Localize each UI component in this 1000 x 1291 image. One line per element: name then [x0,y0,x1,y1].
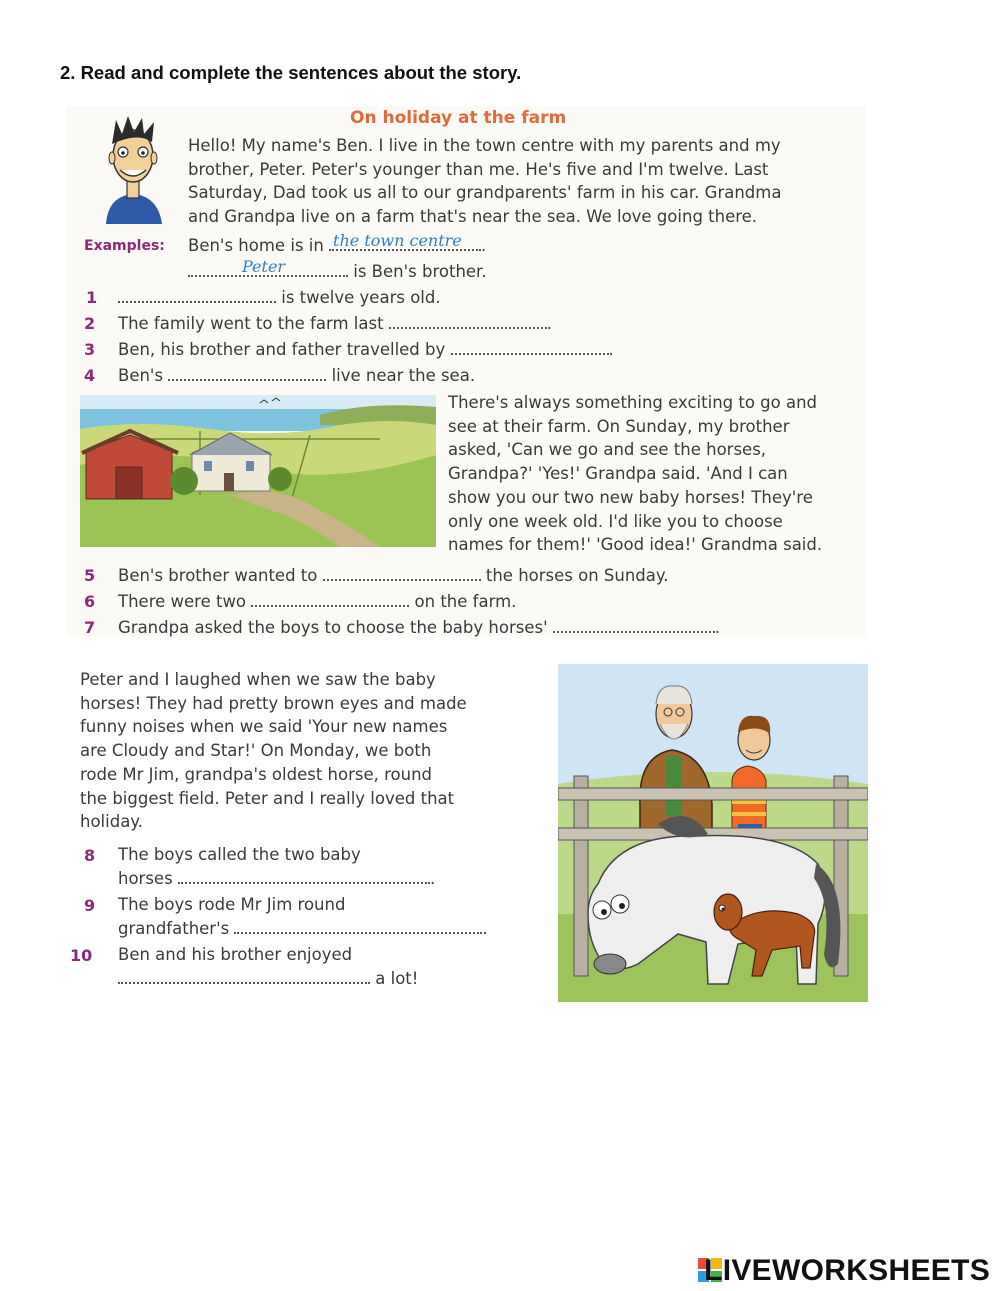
example-2-text: is Ben's brother. [353,262,487,281]
part-2-line: asked, 'Can we go and see the horses, [448,440,767,460]
question-2 [118,312,552,336]
part-3-line: holiday. [80,812,143,832]
answer-8-blank[interactable] [178,868,430,884]
question-9 [118,893,488,940]
question-4-text: Ben's [118,366,164,385]
question-4 [118,364,475,388]
question-9-number: 9 [84,896,96,915]
part-2-line: Grandpa?' 'Yes!' Grandpa said. 'And I can [448,464,788,484]
part-3-line: Peter and I laughed when we saw the baby [80,670,436,689]
answer-3-blank[interactable] [451,339,609,355]
answer-9-blank[interactable] [234,918,482,934]
question-9-text: The boys rode Mr Jim round [118,895,346,914]
intro-line: brother, Peter. Peter's younger than me. He's five and I'm twelve. Last [188,159,769,179]
question-6 [118,590,516,614]
question-5 [118,564,669,588]
answer-1-blank[interactable] [118,287,276,303]
part-2-line: see at their farm. On Sunday, my brother [448,416,790,436]
answer-10-blank[interactable] [118,968,370,984]
question-5-end: the horses on Sunday. [485,566,669,585]
part-3-paragraph [80,668,467,834]
part-3-line: the biggest field. Peter and I really loved that [80,788,455,808]
answer-2-blank[interactable] [389,313,547,329]
intro-paragraph [188,134,781,229]
question-7-end: . [714,618,721,637]
examples-label: Examples: [84,238,165,254]
farm-illustration [80,395,436,547]
question-10-number: 10 [70,946,93,965]
question-10-end: a lot! [375,968,419,988]
question-3-text: Ben, his brother and father travelled by [118,340,446,359]
story-title: On holiday at the farm [350,108,567,128]
part-3-line: funny noises when we said 'Your new names [80,717,448,737]
part-3-line: are Cloudy and Star!' On Monday, we both [80,741,432,761]
question-2-end: . [546,314,553,333]
question-8-number: 8 [84,846,96,865]
intro-line: Saturday, Dad took us all to our grandparents' farm in his car. Grandma [188,183,782,203]
question-4-number: 4 [84,366,96,385]
answer-7-blank[interactable] [553,617,715,633]
question-6-number: 6 [84,592,96,611]
question-7-text: Grandpa asked the boys to choose the baby horses' [118,618,548,637]
question-3-end: . [608,340,614,359]
question-8-text: The boys called the two baby [118,845,361,864]
ben-cartoon-image [98,112,168,230]
question-5-text: Ben's brother wanted to [118,566,318,585]
question-3-number: 3 [84,340,96,359]
question-9-end: . [482,918,488,938]
intro-line: Hello! My name's Ben. I live in the town centre with my parents and my [188,136,781,155]
question-2-text: The family went to the farm last [118,314,384,333]
example-1-blank [329,231,481,251]
question-7-number: 7 [84,618,96,637]
example-1-text: Ben's home is in [188,236,324,255]
question-10 [118,943,418,990]
question-5-number: 5 [84,566,96,585]
question-3 [118,338,614,362]
part-2-line: only one week old. I'd like you to choose [448,511,783,531]
question-6-text: There were two [118,592,247,611]
part-3-line: horses! They had pretty brown eyes and made [80,693,467,713]
example-1-end: . [481,236,487,255]
example-1 [188,231,487,258]
intro-line: and Grandpa live on a farm that's near the sea. We love going there. [188,207,758,227]
question-4-end: live near the sea. [331,366,476,385]
question-1 [118,286,441,310]
part-2-line: show you our two new baby horses! They're [448,487,813,507]
example-2-answer: Peter [242,257,286,276]
example-2 [188,257,487,284]
part-2-line: There's always something exciting to go and [448,393,818,412]
question-9-text-2: grandfather's [118,918,230,938]
question-8 [118,843,435,890]
question-1-text: is twelve years old. [281,288,441,307]
answer-4-blank[interactable] [168,365,326,381]
question-1-number: 1 [86,288,98,307]
question-6-end: on the farm. [414,592,517,611]
answer-5-blank[interactable] [323,565,481,581]
example-1-answer: the town centre [333,231,462,250]
instruction-heading: 2. Read and complete the sentences about the story. [60,62,522,83]
question-10-text: Ben and his brother enjoyed [118,945,353,964]
example-2-blank [188,257,348,277]
part-2-line: names for them!' 'Good idea!' Grandma said. [448,535,823,555]
question-8-text-2: horses [118,868,173,888]
part-2-paragraph [448,391,822,557]
horses-illustration [558,664,868,1002]
part-3-line: rode Mr Jim, grandpa's oldest horse, round [80,764,433,784]
question-8-end: . [429,868,436,888]
question-7 [118,616,720,640]
answer-6-blank[interactable] [251,591,409,607]
question-2-number: 2 [84,314,96,333]
liveworksheets-logo: LIVEWORKSHEETS [704,1254,990,1287]
